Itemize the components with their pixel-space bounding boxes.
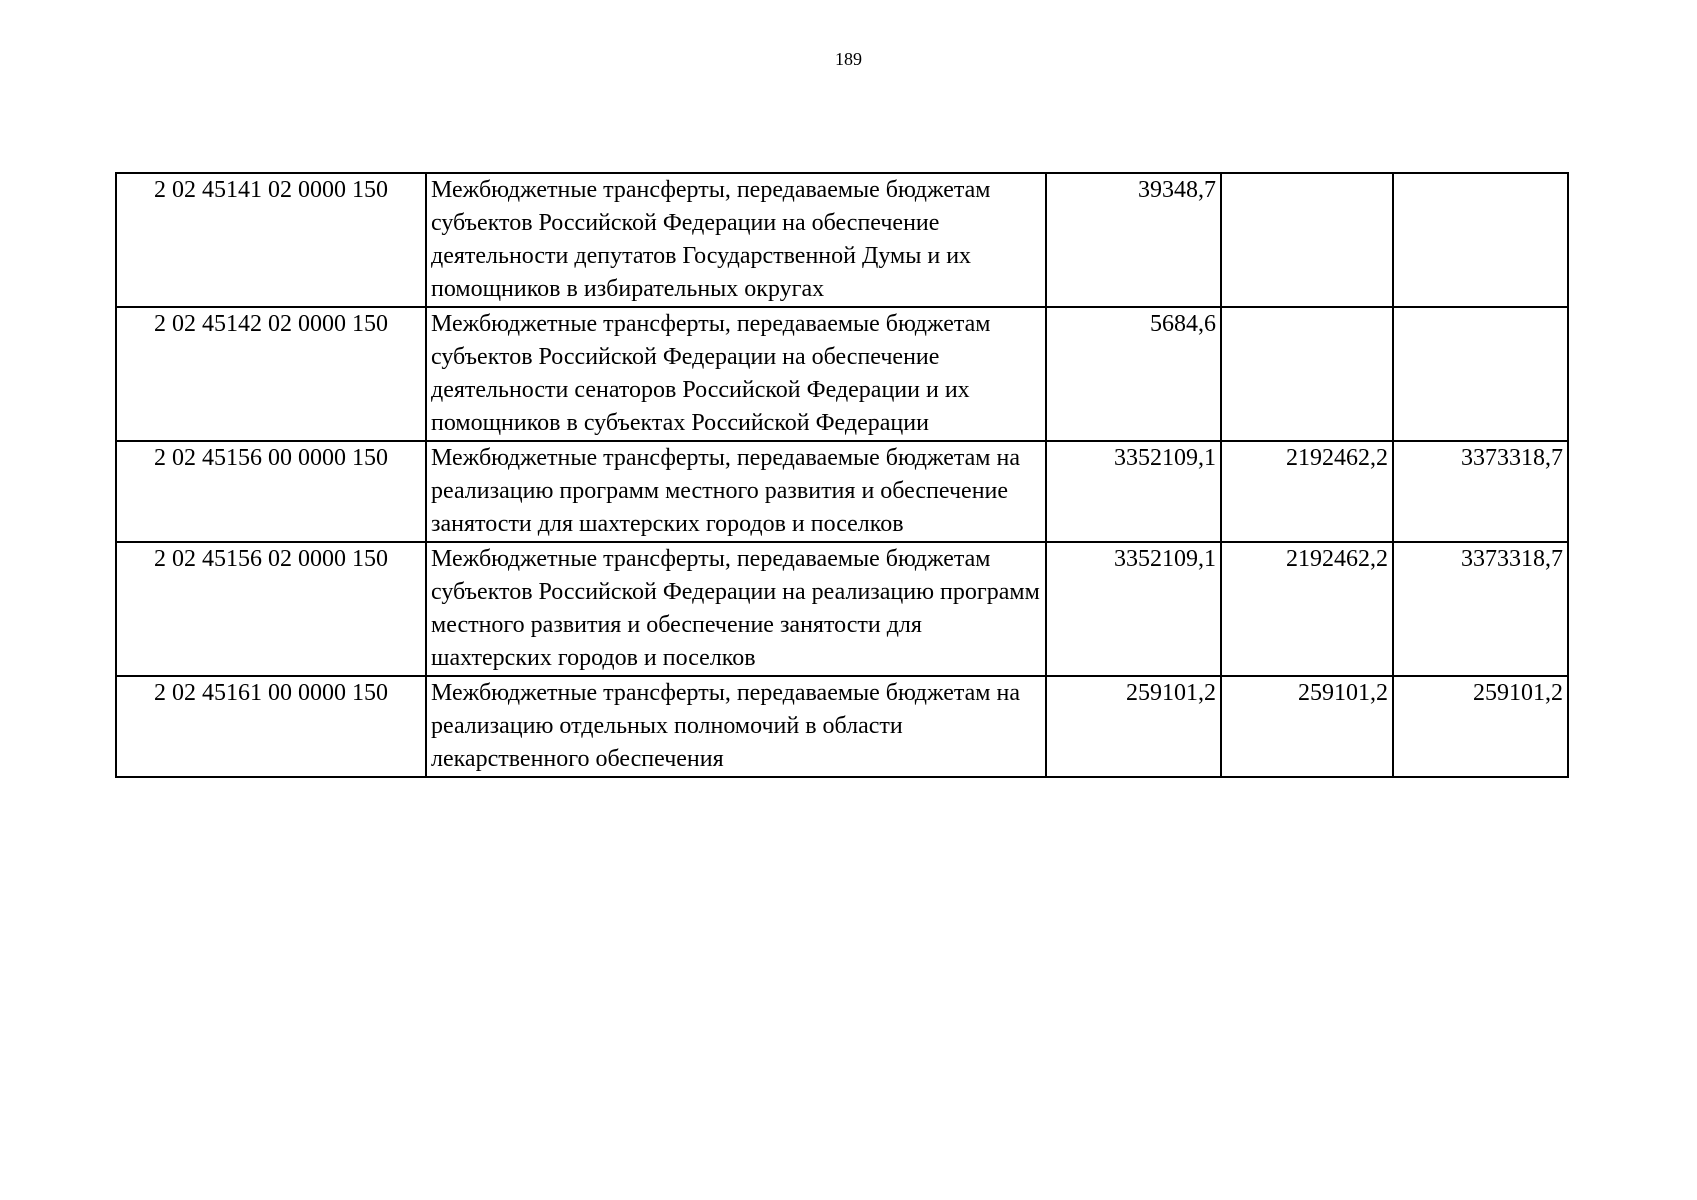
amount-year-3: 259101,2 <box>1393 676 1568 777</box>
table-row <box>116 173 1568 307</box>
table-row <box>116 542 1568 676</box>
amount-year-1: 39348,7 <box>1046 173 1221 307</box>
row-description: Межбюджетные трансферты, передаваемые бюджетам на реализацию отдельных полномочий в области лекарственного обеспечения <box>426 676 1046 777</box>
page-number: 189 <box>835 49 862 69</box>
amount-year-1: 259101,2 <box>1046 676 1221 777</box>
table-row <box>116 307 1568 441</box>
amount-year-2: 2192462,2 <box>1221 441 1393 542</box>
row-description: Межбюджетные трансферты, передаваемые бюджетам на реализацию программ местного развития и обеспечение занятости для шахтерских городов и поселков <box>426 441 1046 542</box>
table-row <box>116 441 1568 542</box>
budget-code: 2 02 45141 02 0000 150 <box>116 173 426 307</box>
budget-code: 2 02 45156 00 0000 150 <box>116 441 426 542</box>
row-description: Межбюджетные трансферты, передаваемые бюджетам субъектов Российской Федерации на обеспечение деятельности сенаторов Российской Федерации и их помощников в субъектах Российской Федерации <box>426 307 1046 441</box>
amount-year-2 <box>1221 173 1393 307</box>
budget-code: 2 02 45161 00 0000 150 <box>116 676 426 777</box>
row-description: Межбюджетные трансферты, передаваемые бюджетам субъектов Российской Федерации на обеспечение деятельности депутатов Государственной Думы и их помощников в избирательных округах <box>426 173 1046 307</box>
amount-year-1: 3352109,1 <box>1046 542 1221 676</box>
budget-code: 2 02 45156 02 0000 150 <box>116 542 426 676</box>
amount-year-3 <box>1393 173 1568 307</box>
amount-year-3: 3373318,7 <box>1393 542 1568 676</box>
amount-year-2: 259101,2 <box>1221 676 1393 777</box>
amount-year-3: 3373318,7 <box>1393 441 1568 542</box>
budget-table <box>115 172 1569 778</box>
amount-year-2: 2192462,2 <box>1221 542 1393 676</box>
amount-year-1: 5684,6 <box>1046 307 1221 441</box>
table-row <box>116 676 1568 777</box>
amount-year-3 <box>1393 307 1568 441</box>
amount-year-2 <box>1221 307 1393 441</box>
budget-code: 2 02 45142 02 0000 150 <box>116 307 426 441</box>
row-description: Межбюджетные трансферты, передаваемые бюджетам субъектов Российской Федерации на реализацию программ местного развития и обеспечение занятости для шахтерских городов и поселков <box>426 542 1046 676</box>
amount-year-1: 3352109,1 <box>1046 441 1221 542</box>
